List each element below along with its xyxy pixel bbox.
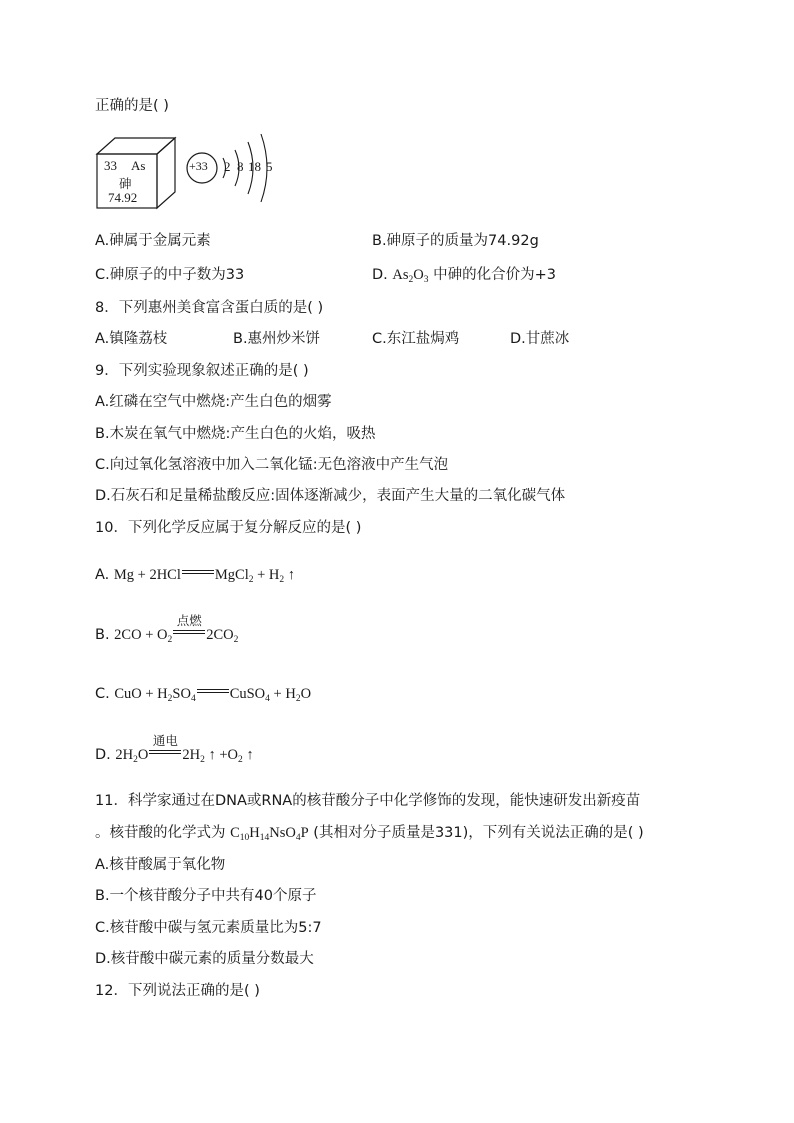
element-symbol: As — [131, 158, 146, 173]
q10-option-a: A. Mg + 2HCl MgCl$_2$ + $H_2$ ↑ — [95, 567, 296, 585]
q7-option-a: A.砷属于金属元素 — [95, 233, 211, 249]
equation-b: $2CO + O_2$ 点燃 $2CO_2$ — [114, 613, 239, 645]
q8-option-c: C.东江盐焗鸡 — [372, 331, 460, 347]
q9-option-d: D.石灰石和足量稀盐酸反应:固体逐渐减少，表面产生大量的二氧化碳气体 — [95, 488, 566, 504]
reaction-condition-ignite: 点燃 — [176, 613, 202, 628]
formula-as2o3: $As_2O_3$ — [392, 267, 429, 285]
atom-shell-2: 8 — [237, 159, 244, 174]
q11-option-a: A.核苷酸属于氧化物 — [95, 857, 226, 873]
q8-option-d: D.甘蔗冰 — [510, 331, 570, 347]
element-number: 33 — [104, 158, 117, 173]
q9-option-b: B.木炭在氧气中燃烧:产生白色的火焰，吸热 — [95, 426, 376, 442]
q8-stem: 8．下列惠州美食富含蛋白质的是( ) — [95, 300, 324, 316]
atom-shell-3: 18 — [248, 159, 261, 174]
q7-option-c: C.砷原子的中子数为33 — [95, 267, 245, 283]
q11-option-b: B.一个核苷酸分子中共有40个原子 — [95, 888, 317, 904]
formula-nucleotide: $C_{10}H_{14}NsO_4P$ — [230, 825, 309, 843]
q7-option-b: B.砷原子的质量为74.92g — [372, 233, 539, 249]
q11-stem-line1: 11．科学家通过在DNA或RNA的核苷酸分子中化学修饰的发现，能快速研发出新疫苗 — [95, 793, 641, 809]
q10-option-c: C. CuO + $H_2SO_4$ CuSO$_4$ + $H_2O$ — [95, 686, 312, 704]
q12-stem: 12．下列说法正确的是( ) — [95, 983, 260, 999]
equation-d: $2H_2O$ 通电 $2H_2$ ↑ $+O_2$ ↑ — [115, 733, 254, 765]
q8-option-b: B.惠州炒米饼 — [233, 331, 321, 347]
q10-option-d: D. $2H_2O$ 通电 $2H_2$ ↑ $+O_2$ ↑ — [95, 733, 254, 765]
atom-shell-4: 5 — [266, 159, 273, 174]
q10-stem: 10．下列化学反应属于复分解反应的是( ) — [95, 520, 362, 536]
q11-option-c: C.核苷酸中碳与氢元素质量比为5:7 — [95, 920, 322, 936]
q11-option-d: D.核苷酸中碳元素的质量分数最大 — [95, 951, 314, 967]
q11-stem-line2: 。核苷酸的化学式为 $C_{10}H_{14}NsO_4P$ (其相对分子质量是331)，下列有关说法正确的是( ) — [95, 825, 644, 843]
atom-shell-1: 2 — [224, 159, 231, 174]
q9-stem: 9．下列实验现象叙述正确的是( ) — [95, 363, 309, 379]
element-mass: 74.92 — [108, 190, 138, 205]
q7-option-d: D. $As_2O_3$ 中砷的化合价为+3 — [372, 267, 556, 285]
reaction-condition-electrolysis: 通电 — [152, 733, 178, 748]
q10-option-b: B. $2CO + O_2$ 点燃 $2CO_2$ — [95, 613, 239, 645]
q8-option-a: A.镇隆荔枝 — [95, 331, 168, 347]
equation-c: CuO + $H_2SO_4$ CuSO$_4$ + $H_2O$ — [114, 686, 312, 704]
q9-option-c: C.向过氧化氢溶液中加入二氧化锰:无色溶液中产生气泡 — [95, 457, 449, 473]
element-name: 砷 — [119, 176, 132, 191]
q7-stem: 正确的是( ) — [95, 98, 169, 114]
q9-option-a: A.红磷在空气中燃烧:产生白色的烟雾 — [95, 394, 332, 410]
atom-nucleus-charge: +33 — [189, 159, 208, 173]
equation-a: Mg + 2HCl MgCl$_2$ + $H_2$ ↑ — [113, 567, 296, 585]
